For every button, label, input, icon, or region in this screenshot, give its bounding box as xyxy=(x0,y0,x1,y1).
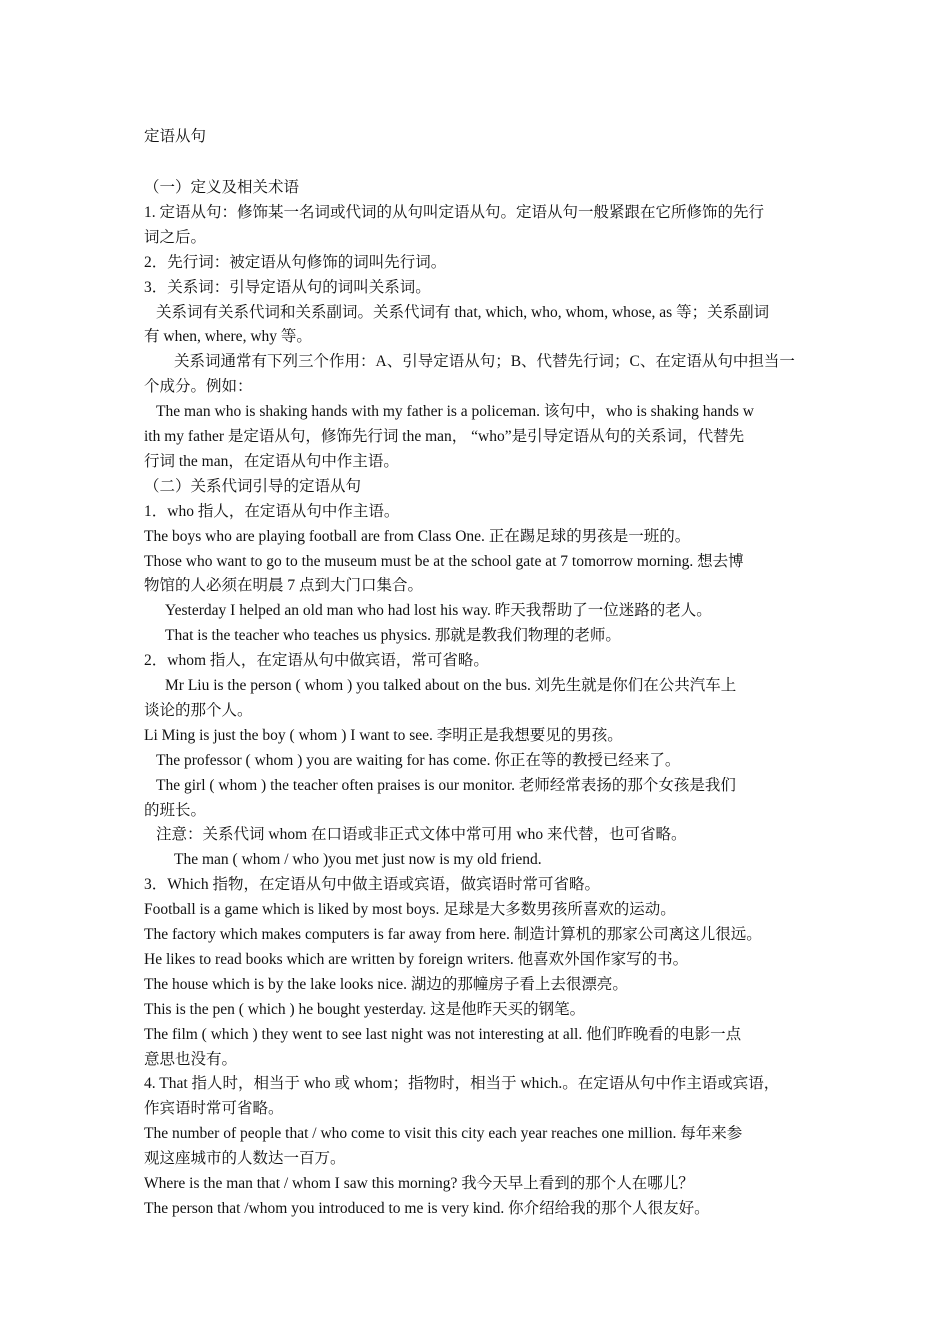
text-line: The house which is by the lake looks nice. 湖边的那幢房子看上去很漂亮。 xyxy=(144,975,628,993)
text-line: The man ( whom / who )you met just now is my old friend. xyxy=(174,851,542,869)
text-line: 的班长。 xyxy=(144,801,207,819)
text-line: 注意：关系代词 whom 在口语或非正式文体中常可用 who 来代替，也可省略。 xyxy=(156,826,687,844)
text-line: 谈论的那个人。 xyxy=(144,701,253,719)
text-line: Li Ming is just the boy ( whom ) I want to see. 李明正是我想要见的男孩。 xyxy=(144,726,623,744)
text-line: 4. That 指人时，相当于 who 或 whom；指物时，相当于 which.。在定语从句中作主语或宾语， xyxy=(144,1075,780,1093)
text-line: Those who want to go to the museum must be at the school gate at 7 tomorrow morning. 想去博 xyxy=(144,552,744,570)
text-line: 2．先行词：被定语从句修饰的词叫先行词。 xyxy=(144,253,447,271)
text-line: This is the pen ( which ) he bought yesterday. 这是他昨天买的钢笔。 xyxy=(144,1000,586,1018)
text-line: That is the teacher who teaches us physics. 那就是教我们物理的老师。 xyxy=(165,627,621,645)
text-line: The number of people that / who come to visit this city each year reaches one million. 每年来参 xyxy=(144,1125,743,1143)
text-line: 关系词有关系代词和关系副词。关系代词有 that, which, who, whom, whose, as 等；关系副词 xyxy=(156,303,770,321)
text-line: （一）定义及相关术语 xyxy=(144,179,300,196)
text-line: 物馆的人必须在明晨 7 点到大门口集合。 xyxy=(144,577,424,595)
text-line: The film ( which ) they went to see last night was not interesting at all. 他们昨晚看的电影一点 xyxy=(144,1025,742,1043)
text-line: The man who is shaking hands with my father is a policeman. 该句中，who is shaking hands w xyxy=(156,403,754,421)
text-line: 3．关系词：引导定语从句的词叫关系词。 xyxy=(144,278,431,296)
text-line: The boys who are playing football are from Class One. 正在踢足球的男孩是一班的。 xyxy=(144,527,691,545)
text-line: Where is the man that / whom I saw this morning? 我今天早上看到的那个人在哪儿？ xyxy=(144,1175,694,1192)
text-line: The factory which makes computers is far away from here. 制造计算机的那家公司离这儿很远。 xyxy=(144,926,762,943)
text-line: 作宾语时常可省略。 xyxy=(144,1100,284,1118)
text-line: 意思也没有。 xyxy=(144,1050,238,1068)
text-line: 行词 the man，在定语从句中作主语。 xyxy=(144,452,399,470)
document-title: 定语从句 xyxy=(144,128,207,145)
text-line: 观这座城市的人数达一百万。 xyxy=(144,1150,346,1168)
text-line: 有 when, where, why 等。 xyxy=(144,328,312,346)
text-line: 2．whom 指人，在定语从句中做宾语，常可省略。 xyxy=(144,652,489,670)
text-line: Yesterday I helped an old man who had lost his way. 昨天我帮助了一位迷路的老人。 xyxy=(165,602,712,620)
text-line: 3．Which 指物，在定语从句中做主语或宾语，做宾语时常可省略。 xyxy=(144,876,600,894)
text-line: 关系词通常有下列三个作用：A、引导定语从句；B、代替先行词；C、在定语从句中担当一 xyxy=(174,353,795,371)
text-line: 1. 定语从句：修饰某一名词或代词的从句叫定语从句。定语从句一般紧跟在它所修饰的先行 xyxy=(144,203,765,221)
text-line: 词之后。 xyxy=(144,228,207,246)
text-line: ith my father 是定语从句，修饰先行词 the man， “who”是引导定语从句的关系词，代替先 xyxy=(144,428,745,445)
text-line: （二）关系代词引导的定语从句 xyxy=(144,477,362,495)
text-line: He likes to read books which are written by foreign writers. 他喜欢外国作家写的书。 xyxy=(144,950,689,968)
text-line: The person that /whom you introduced to me is very kind. 你介绍给我的那个人很友好。 xyxy=(144,1199,710,1217)
text-line: Mr Liu is the person ( whom ) you talked about on the bus. 刘先生就是你们在公共汽车上 xyxy=(165,677,737,694)
text-line: 个成分。例如： xyxy=(144,378,253,396)
text-line: 1．who 指人，在定语从句中作主语。 xyxy=(144,502,400,520)
text-line: The professor ( whom ) you are waiting for has come. 你正在等的教授已经来了。 xyxy=(156,751,681,769)
text-line: Football is a game which is liked by most boys. 足球是大多数男孩所喜欢的运动。 xyxy=(144,901,676,919)
text-line: The girl ( whom ) the teacher often praises is our monitor. 老师经常表扬的那个女孩是我们 xyxy=(156,776,736,794)
